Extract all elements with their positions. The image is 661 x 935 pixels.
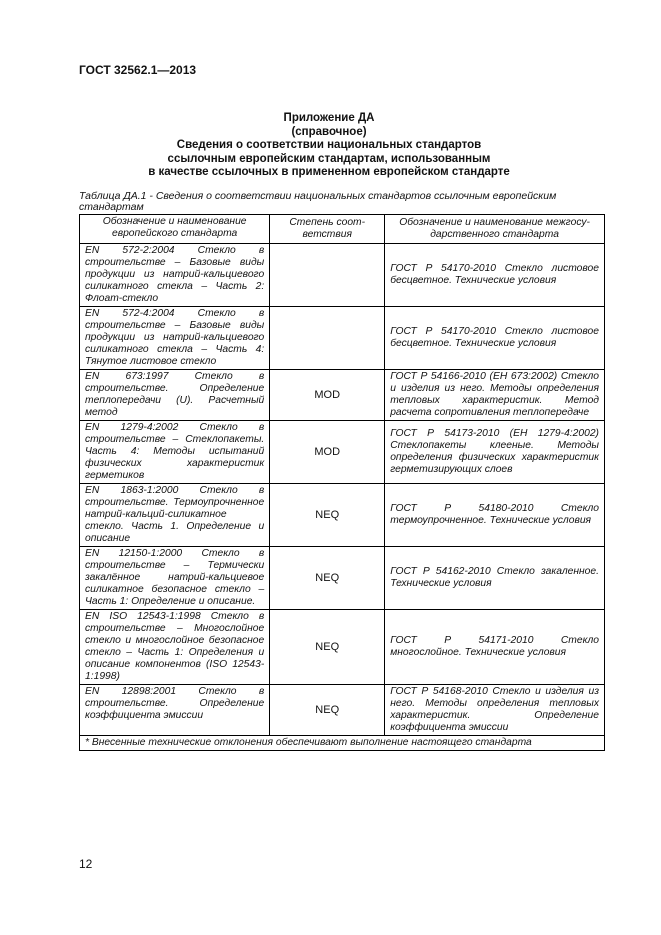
degree-cell xyxy=(270,244,385,307)
page-number: 12 xyxy=(79,857,93,871)
correspondence-table xyxy=(79,214,605,751)
degree-cell: MOD xyxy=(270,370,385,421)
appendix-heading-line-1: Сведения о соответствии национальных стандартов xyxy=(176,139,482,151)
table-header-row xyxy=(80,215,605,244)
interstate-standard-cell: ГОСТ Р 54168-2010 Стекло и изделия из него. Методы определения тепловых характеристик. Определение коэффициента эмиссии xyxy=(385,685,605,736)
interstate-standard-cell: ГОСТ Р 54170-2010 Стекло листовое бесцветное. Технические условия xyxy=(385,307,605,370)
european-standard-cell: EN 572-2:2004 Стекло в строительстве – Базовые виды продукции из натрий-кальциевого силикатного стекла – Часть 2: Флоат-стекло xyxy=(80,244,270,307)
appendix-title: Приложение ДА xyxy=(283,112,375,124)
interstate-standard-cell: ГОСТ Р 54162-2010 Стекло закаленное. Технические условия xyxy=(385,547,605,610)
table-row xyxy=(80,307,605,370)
degree-cell: NEQ xyxy=(270,547,385,610)
european-standard-cell: EN 572-4:2004 Стекло в строительстве – Базовые виды продукции из натрий-кальциевого силикатного стекла – Часть 4: Тянутое листовое стекло xyxy=(80,307,270,370)
header-degree: Степень соот-ветствия xyxy=(270,215,385,244)
header-interstate-standard: Обозначение и наименование межгосу-дарственного стандарта xyxy=(385,215,605,244)
table-row xyxy=(80,484,605,547)
table-row xyxy=(80,244,605,307)
footnote-row xyxy=(80,736,605,751)
header-european-standard: Обозначение и наименование европейского стандарта xyxy=(80,215,270,244)
table-row xyxy=(80,685,605,736)
degree-cell xyxy=(270,307,385,370)
interstate-standard-cell: ГОСТ Р 54170-2010 Стекло листовое бесцветное. Технические условия xyxy=(385,244,605,307)
interstate-standard-cell: ГОСТ Р 54171-2010 Стекло многослойное. Технические условия xyxy=(385,610,605,685)
interstate-standard-cell: ГОСТ Р 54166-2010 (ЕН 673:2002) Стекло и изделия из него. Методы определения тепловых характеристик. Метод расчета сопротивления теплопередаче xyxy=(385,370,605,421)
european-standard-cell: EN 12150-1:2000 Стекло в строительстве – Термически закалённое натрий-кальциевое силикатное безопасное стекло – Часть 1: Определение и описание. xyxy=(80,547,270,610)
european-standard-cell: EN 1279-4:2002 Стекло в строительстве – Стеклопакеты. Часть 4: Методы испытаний физических характеристик герметиков xyxy=(80,421,270,484)
degree-cell: NEQ xyxy=(270,685,385,736)
standard-code: ГОСТ 32562.1—2013 xyxy=(79,63,197,77)
table-row xyxy=(80,547,605,610)
interstate-standard-cell: ГОСТ Р 54173-2010 (ЕН 1279-4:2002) Стеклопакеты клееные. Методы определения физических характеристик герметизирующих слоев xyxy=(385,421,605,484)
table-caption: Таблица ДА.1 - Сведения о соответствии национальных стандартов ссылочным европейским стандартам xyxy=(79,190,557,213)
european-standard-cell: EN 1863-1:2000 Стекло в строительстве. Термоупрочненное натрий-кальций-силикатное стекло. Часть 1. Определение и описание xyxy=(80,484,270,547)
interstate-standard-cell: ГОСТ Р 54180-2010 Стекло термоупрочненное. Технические условия xyxy=(385,484,605,547)
table-row xyxy=(80,421,605,484)
european-standard-cell: EN 673:1997 Стекло в строительстве. Определение теплопередачи (U). Расчетный метод xyxy=(80,370,270,421)
appendix-heading-line-3: в качестве ссылочных в примененном европейском стандарте xyxy=(148,166,510,178)
table-body xyxy=(80,244,605,736)
appendix-heading xyxy=(79,112,579,180)
degree-cell: MOD xyxy=(270,421,385,484)
appendix-heading-line-2: ссылочным европейским стандартам, использованным xyxy=(167,152,491,165)
degree-cell: NEQ xyxy=(270,610,385,685)
table-row xyxy=(80,610,605,685)
european-standard-cell: EN 12898:2001 Стекло в строительстве. Определение коэффициента эмиссии xyxy=(80,685,270,736)
table-row xyxy=(80,370,605,421)
appendix-type: (справочное) xyxy=(291,125,367,138)
table-footnote: * Внесенные технические отклонения обеспечивают выполнение настоящего стандарта xyxy=(80,736,605,751)
european-standard-cell: EN ISO 12543-1:1998 Стекло в строительстве – Многослойное стекло и многослойное безопасное стекло – Часть 1: Определения и описание компонентов (ISO 12543-1:1998) xyxy=(80,610,270,685)
degree-cell: NEQ xyxy=(270,484,385,547)
